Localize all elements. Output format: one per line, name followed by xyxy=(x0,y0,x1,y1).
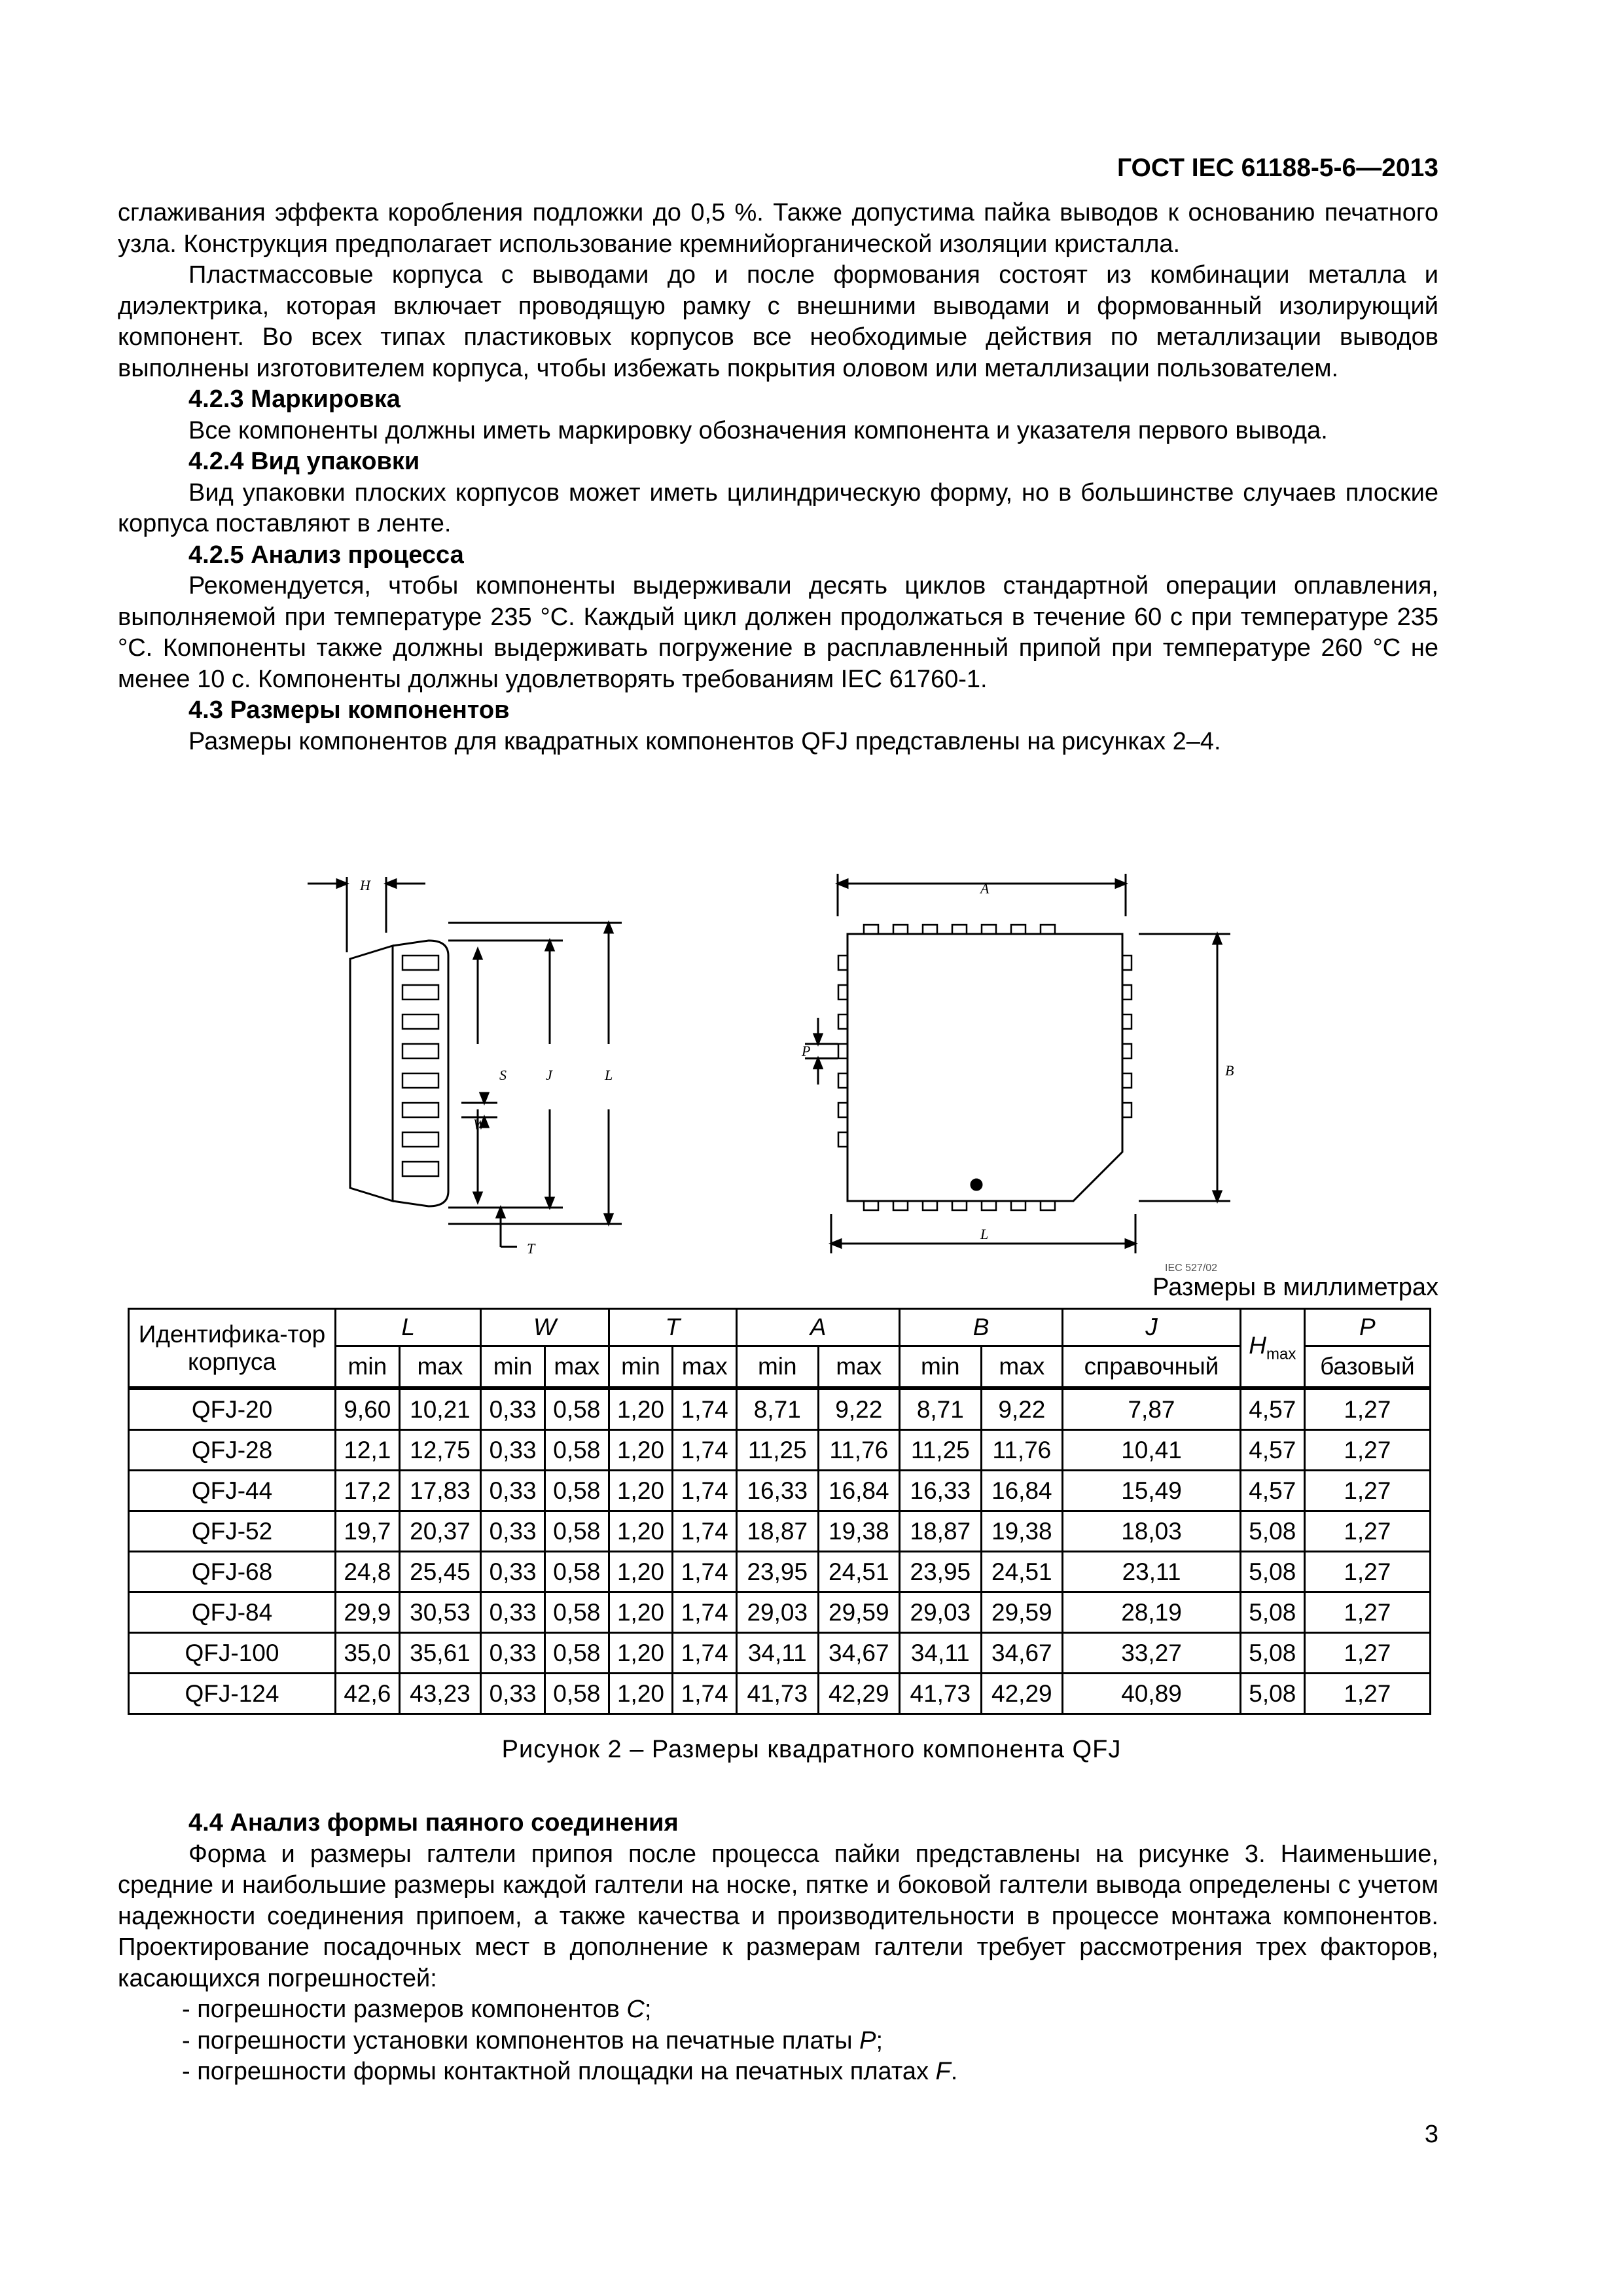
list-item-text: - погрешности размеров компонентов xyxy=(182,1996,627,2023)
table-cell: 0,33 xyxy=(481,1592,545,1633)
table-cell: 0,33 xyxy=(481,1471,545,1511)
table-cell: 10,21 xyxy=(399,1388,481,1430)
package-id-cell: QFJ-28 xyxy=(129,1430,336,1471)
table-cell: 1,74 xyxy=(673,1388,737,1430)
table-cell: 1,74 xyxy=(673,1552,737,1592)
table-cell: 28,19 xyxy=(1063,1592,1241,1633)
list-item-end: ; xyxy=(876,2026,883,2054)
table-cell: 11,76 xyxy=(981,1430,1063,1471)
table-cell: 0,33 xyxy=(481,1388,545,1430)
table-cell: 1,27 xyxy=(1304,1633,1430,1674)
table-cell: 1,20 xyxy=(609,1430,673,1471)
table-cell: 17,2 xyxy=(336,1471,400,1511)
dimension-label-t: T xyxy=(527,1240,535,1257)
table-row xyxy=(129,1388,1431,1430)
section-heading: 4.2.4 Вид упаковки xyxy=(188,448,420,475)
table-cell: 8,71 xyxy=(737,1388,819,1430)
paragraph: Рекомендуется, чтобы компоненты выдерживали десять циклов стандартной операции оплавления, выполняемой при температуре 235 °C. Каждый цикл должен продолжаться в течение 60 с при температуре 235 °C. Компоненты также должны выдерживать погружение в расплавленный припой при температуре 260 °C не менее 10 с. Компоненты должны удовлетворять требованиям IEC 61760-1. xyxy=(118,572,1438,693)
table-cell: 4,57 xyxy=(1240,1430,1304,1471)
package-id-cell: QFJ-52 xyxy=(129,1511,336,1552)
table-cell: 9,60 xyxy=(336,1388,400,1430)
table-cell: 1,27 xyxy=(1304,1511,1430,1552)
col-header-w: W xyxy=(481,1309,609,1346)
min-label: min xyxy=(737,1346,819,1389)
table-cell: 20,37 xyxy=(399,1511,481,1552)
page-number: 3 xyxy=(1424,2121,1438,2148)
table-cell: 5,08 xyxy=(1240,1592,1304,1633)
table-cell: 41,73 xyxy=(900,1674,982,1714)
table-cell: 35,0 xyxy=(336,1633,400,1674)
package-id-cell: QFJ-44 xyxy=(129,1471,336,1511)
table-row xyxy=(129,1430,1431,1471)
min-label: min xyxy=(336,1346,400,1389)
table-cell: 1,20 xyxy=(609,1633,673,1674)
list-item-symbol: P xyxy=(859,2026,876,2054)
dimensions-table xyxy=(128,1308,1431,1715)
dimension-label-b: B xyxy=(1225,1062,1234,1079)
table-cell: 9,22 xyxy=(981,1388,1063,1430)
table-cell: 18,03 xyxy=(1063,1511,1241,1552)
table-cell: 5,08 xyxy=(1240,1633,1304,1674)
table-cell: 17,83 xyxy=(399,1471,481,1511)
col-header-p: P xyxy=(1304,1309,1430,1346)
table-cell: 43,23 xyxy=(399,1674,481,1714)
table-cell: 41,73 xyxy=(737,1674,819,1714)
table-cell: 24,51 xyxy=(818,1552,900,1592)
paragraph: Все компоненты должны иметь маркировку обозначения компонента и указателя первого вывода. xyxy=(188,416,1328,444)
table-cell: 23,95 xyxy=(737,1552,819,1592)
table-cell: 0,33 xyxy=(481,1511,545,1552)
table-cell: 0,58 xyxy=(544,1388,609,1430)
table-cell: 29,59 xyxy=(818,1592,900,1633)
table-cell: 4,57 xyxy=(1240,1471,1304,1511)
dimension-label-s: S xyxy=(499,1067,507,1083)
section-heading: 4.2.3 Маркировка xyxy=(188,386,401,413)
table-cell: 5,08 xyxy=(1240,1552,1304,1592)
paragraph: сглаживания эффекта коробления подложки до 0,5 %. Также допустима пайка выводов к основанию печатного узла. Конструкция предполагает использование кремнийорганической изоляции кристалла. xyxy=(118,199,1438,258)
list-item xyxy=(118,1994,1438,2026)
table-cell: 16,84 xyxy=(818,1471,900,1511)
h-symbol: H xyxy=(1249,1332,1266,1359)
table-cell: 0,33 xyxy=(481,1633,545,1674)
table-cell: 16,33 xyxy=(737,1471,819,1511)
table-cell: 0,58 xyxy=(544,1511,609,1552)
table-cell: 11,76 xyxy=(818,1430,900,1471)
max-label: max xyxy=(673,1346,737,1389)
table-cell: 29,9 xyxy=(336,1592,400,1633)
table-cell: 11,25 xyxy=(737,1430,819,1471)
table-cell: 1,20 xyxy=(609,1388,673,1430)
table-cell: 18,87 xyxy=(737,1511,819,1552)
table-cell: 24,8 xyxy=(336,1552,400,1592)
max-label: max xyxy=(544,1346,609,1389)
table-cell: 10,41 xyxy=(1063,1430,1241,1471)
units-note: Размеры в миллиметрах xyxy=(1152,1274,1438,1301)
table-cell: 1,20 xyxy=(609,1674,673,1714)
table-cell: 0,58 xyxy=(544,1430,609,1471)
max-label: max xyxy=(818,1346,900,1389)
table-cell: 4,57 xyxy=(1240,1388,1304,1430)
table-cell: 1,27 xyxy=(1304,1552,1430,1592)
section-4-4 xyxy=(118,1808,1438,2088)
paragraph: Размеры компонентов для квадратных компонентов QFJ представлены на рисунках 2–4. xyxy=(188,727,1221,755)
table-cell: 5,08 xyxy=(1240,1674,1304,1714)
dimension-label-l2: L xyxy=(980,1226,989,1242)
table-cell: 42,6 xyxy=(336,1674,400,1714)
p-sub-label: базовый xyxy=(1304,1346,1430,1389)
table-cell: 7,87 xyxy=(1063,1388,1241,1430)
max-label: max xyxy=(981,1346,1063,1389)
table-cell: 29,03 xyxy=(737,1592,819,1633)
package-id-cell: QFJ-124 xyxy=(129,1674,336,1714)
table-cell: 23,11 xyxy=(1063,1552,1241,1592)
table-body xyxy=(129,1388,1431,1714)
paragraph: Форма и размеры галтели припоя после процесса пайки представлены на рисунке 3. Наименьшие, средние и наибольшие размеры каждой галтели на носке, пятке и боковой галтели вывода определены с учетом надежности соединения припоем, а также качества и производительности в процессе монтажа компонентов. Проектирование посадочных мест в дополнение к размерам галтели требует рассмотрения трех факторов, касающихся погрешностей: xyxy=(118,1840,1438,1992)
section-heading: 4.4 Анализ формы паяного соединения xyxy=(188,1809,679,1837)
table-cell: 35,61 xyxy=(399,1633,481,1674)
dimension-label-a: A xyxy=(980,880,990,897)
package-id-cell: QFJ-68 xyxy=(129,1552,336,1592)
table-cell: 16,33 xyxy=(900,1471,982,1511)
table-row xyxy=(129,1592,1431,1633)
table-cell: 34,67 xyxy=(818,1633,900,1674)
table-cell: 12,1 xyxy=(336,1430,400,1471)
min-label: min xyxy=(481,1346,545,1389)
col-header-t: T xyxy=(609,1309,736,1346)
table-row xyxy=(129,1552,1431,1592)
table-cell: 0,58 xyxy=(544,1633,609,1674)
list-item xyxy=(118,2026,1438,2057)
table-cell: 25,45 xyxy=(399,1552,481,1592)
table-cell: 40,89 xyxy=(1063,1674,1241,1714)
table-cell: 34,11 xyxy=(737,1633,819,1674)
table-cell: 0,58 xyxy=(544,1674,609,1714)
paragraph: Вид упаковки плоских корпусов может иметь цилиндрическую форму, но в большинстве случаев плоские корпуса поставляют в ленте. xyxy=(118,478,1438,537)
col-header-l: L xyxy=(336,1309,481,1346)
table-cell: 1,74 xyxy=(673,1592,737,1633)
table-cell: 34,11 xyxy=(900,1633,982,1674)
table-cell: 9,22 xyxy=(818,1388,900,1430)
table-cell: 19,38 xyxy=(818,1511,900,1552)
table-cell: 0,58 xyxy=(544,1552,609,1592)
paragraph: Пластмассовые корпуса с выводами до и после формования состоят из комбинации металла и диэлектрика, которая включает проводящую рамку с внешними выводами и формованный изолирующий компонент. Во всех типах пластиковых корпусов все необходимые действия по металлизации выводов выполнены изготовителем корпуса, чтобы избежать покрытия оловом или металлизации пользователем. xyxy=(118,261,1438,382)
table-row xyxy=(129,1511,1431,1552)
h-subscript: max xyxy=(1266,1345,1296,1363)
max-label: max xyxy=(399,1346,481,1389)
table-cell: 15,49 xyxy=(1063,1471,1241,1511)
table-cell: 30,53 xyxy=(399,1592,481,1633)
table-cell: 1,20 xyxy=(609,1471,673,1511)
table-cell: 1,74 xyxy=(673,1471,737,1511)
table-cell: 18,87 xyxy=(900,1511,982,1552)
qfj-drawing xyxy=(288,867,1257,1273)
min-label: min xyxy=(609,1346,673,1389)
table-cell: 5,08 xyxy=(1240,1511,1304,1552)
table-cell: 1,27 xyxy=(1304,1388,1430,1430)
table-cell: 0,58 xyxy=(544,1471,609,1511)
dimension-label-p: P xyxy=(802,1043,811,1059)
table-cell: 8,71 xyxy=(900,1388,982,1430)
body-text xyxy=(118,198,1438,757)
iec-stamp: IEC 527/02 xyxy=(1165,1263,1218,1273)
col-header-b: B xyxy=(900,1309,1063,1346)
table-cell: 19,7 xyxy=(336,1511,400,1552)
table-cell: 0,33 xyxy=(481,1430,545,1471)
table-cell: 1,20 xyxy=(609,1511,673,1552)
table-row xyxy=(129,1633,1431,1674)
table-cell: 1,20 xyxy=(609,1592,673,1633)
package-id-cell: QFJ-100 xyxy=(129,1633,336,1674)
list-item-end: . xyxy=(950,2058,958,2085)
table-cell: 1,20 xyxy=(609,1552,673,1592)
dimension-label-h: H xyxy=(360,877,370,893)
figure-caption: Рисунок 2 – Размеры квадратного компонента QFJ xyxy=(501,1736,1122,1763)
table-cell: 1,74 xyxy=(673,1430,737,1471)
page-header: ГОСТ IEC 61188-5-6—2013 xyxy=(1116,154,1438,182)
table-cell: 42,29 xyxy=(818,1674,900,1714)
table-cell: 0,58 xyxy=(544,1592,609,1633)
table-row xyxy=(129,1674,1431,1714)
col-header-hmax xyxy=(1240,1309,1304,1389)
table-cell: 16,84 xyxy=(981,1471,1063,1511)
table-cell: 1,27 xyxy=(1304,1592,1430,1633)
table-cell: 23,95 xyxy=(900,1552,982,1592)
dimension-label-j: J xyxy=(546,1067,552,1083)
table-cell: 12,75 xyxy=(399,1430,481,1471)
table-cell: 29,59 xyxy=(981,1592,1063,1633)
table-cell: 29,03 xyxy=(900,1592,982,1633)
table-row xyxy=(129,1471,1431,1511)
table-cell: 24,51 xyxy=(981,1552,1063,1592)
table-cell: 42,29 xyxy=(981,1674,1063,1714)
list-item-text: - погрешности формы контактной площадки на печатных платах xyxy=(182,2058,936,2085)
package-id-cell: QFJ-84 xyxy=(129,1592,336,1633)
min-label: min xyxy=(900,1346,982,1389)
package-id-cell: QFJ-20 xyxy=(129,1388,336,1430)
col-header-id: Идентифика-тор корпуса xyxy=(129,1309,336,1389)
list-item-symbol: F xyxy=(935,2058,951,2085)
table-cell: 19,38 xyxy=(981,1511,1063,1552)
j-sub-label: справочный xyxy=(1063,1346,1241,1389)
list-item-text: - погрешности установки компонентов на печатные платы xyxy=(182,2026,860,2054)
table-cell: 1,27 xyxy=(1304,1471,1430,1511)
col-header-a: A xyxy=(737,1309,900,1346)
list-item-end: ; xyxy=(644,1996,652,2023)
table-cell: 0,33 xyxy=(481,1674,545,1714)
table-cell: 33,27 xyxy=(1063,1633,1241,1674)
table-cell: 1,27 xyxy=(1304,1674,1430,1714)
dimension-label-w: W xyxy=(473,1116,486,1132)
table-cell: 1,74 xyxy=(673,1674,737,1714)
col-header-j: J xyxy=(1063,1309,1241,1346)
section-heading: 4.2.5 Анализ процесса xyxy=(188,541,464,569)
table-cell: 0,33 xyxy=(481,1552,545,1592)
list-item-symbol: C xyxy=(626,1996,645,2023)
table-cell: 34,67 xyxy=(981,1633,1063,1674)
table-cell: 1,74 xyxy=(673,1511,737,1552)
section-heading: 4.3 Размеры компонентов xyxy=(188,696,510,724)
dimension-label-l: L xyxy=(605,1067,613,1083)
list-item xyxy=(118,2056,1438,2088)
table-cell: 1,74 xyxy=(673,1633,737,1674)
table-cell: 1,27 xyxy=(1304,1430,1430,1471)
table-cell: 11,25 xyxy=(900,1430,982,1471)
